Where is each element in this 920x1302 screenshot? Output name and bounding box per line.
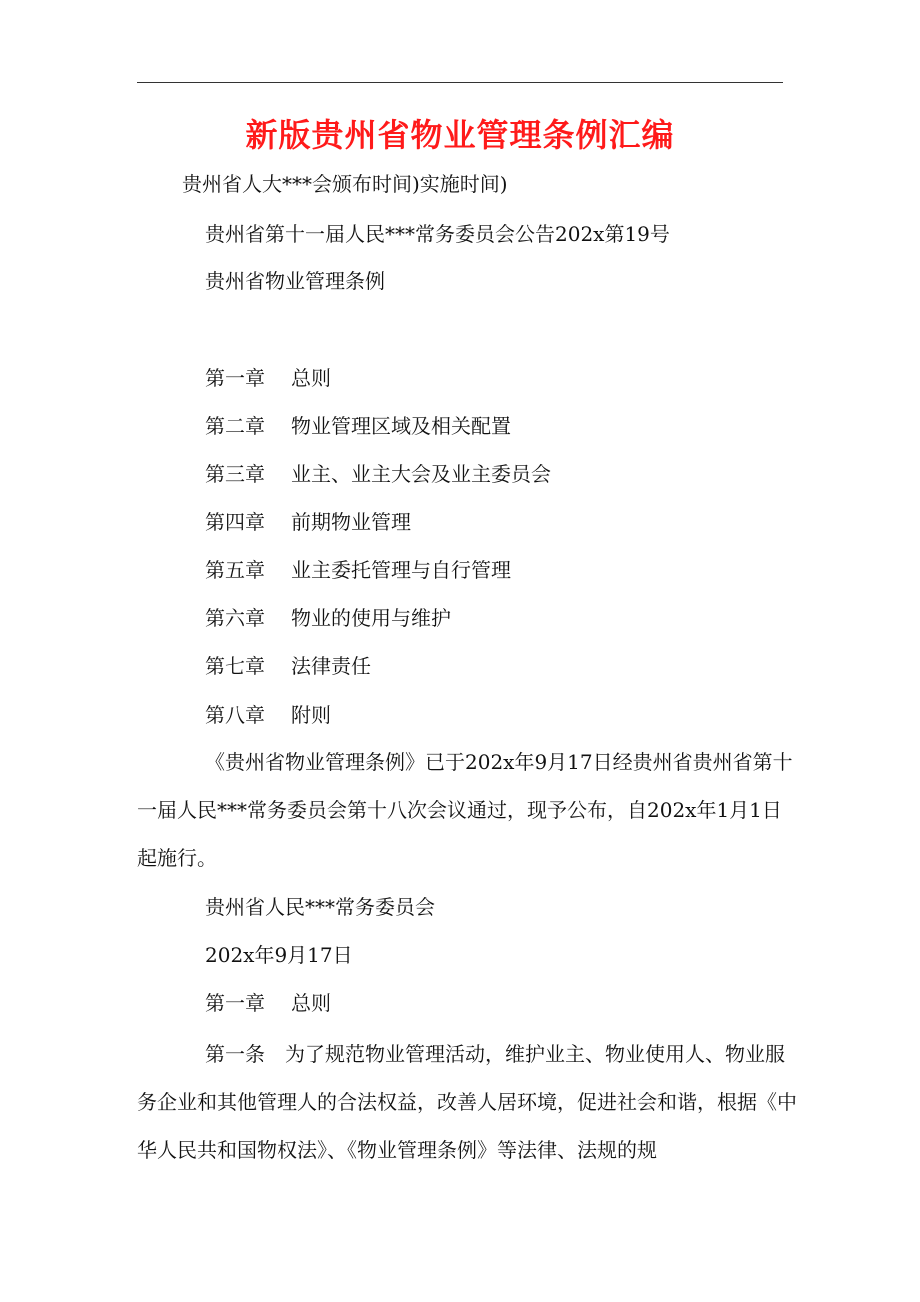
announcement-line: 贵州省第十一届人民***常务委员会公告202x第19号 <box>205 222 670 246</box>
toc-chapter-number: 第三章 <box>205 462 265 486</box>
toc-chapter-name: 法律责任 <box>291 654 371 678</box>
toc-chapter-name: 物业管理区域及相关配置 <box>291 414 511 438</box>
chapter-name: 总则 <box>291 991 331 1015</box>
promulgation-paragraph: 《贵州省物业管理条例》已于202x年9月17日经贵州省贵州省第十一届人民***常务委员会第十八次会议通过，现予公布，自202x年1月1日起施行。 <box>137 750 793 870</box>
toc-chapter-number: 第七章 <box>205 654 265 678</box>
toc-item <box>205 508 411 536</box>
toc-chapter-name: 附则 <box>291 703 331 727</box>
toc-chapter-name: 业主委托管理与自行管理 <box>291 558 511 582</box>
meta-line: 贵州省人大***会颁布时间)实施时间) <box>182 172 508 196</box>
article-paragraph: 第一条 为了规范物业管理活动，维护业主、物业使用人、物业服务企业和其他管理人的合法权益，改善人居环境，促进社会和谐，根据《中华人民共和国物权法》、《物业管理条例》等法律、法规的规 <box>137 1042 797 1162</box>
toc-item <box>205 556 511 584</box>
header-rule <box>137 82 783 83</box>
toc-chapter-number: 第四章 <box>205 510 265 534</box>
toc-chapter-number: 第二章 <box>205 414 265 438</box>
toc-item <box>205 412 511 440</box>
toc-chapter-number: 第一章 <box>205 366 265 390</box>
toc-chapter-name: 总则 <box>291 366 331 390</box>
toc-chapter-number: 第五章 <box>205 558 265 582</box>
toc-item <box>205 604 451 632</box>
issuer-line: 贵州省人民***常务委员会 <box>205 895 435 919</box>
toc-chapter-number: 第八章 <box>205 703 265 727</box>
chapter-heading <box>205 989 331 1017</box>
issue-date-line: 202x年9月17日 <box>205 943 353 967</box>
toc-chapter-name: 物业的使用与维护 <box>291 606 451 630</box>
toc-item <box>205 701 331 729</box>
chapter-number: 第一章 <box>205 991 265 1015</box>
toc-chapter-name: 业主、业主大会及业主委员会 <box>291 462 551 486</box>
toc-item <box>205 364 331 392</box>
toc-chapter-number: 第六章 <box>205 606 265 630</box>
document-title: 新版贵州省物业管理条例汇编 <box>245 116 675 154</box>
toc-chapter-name: 前期物业管理 <box>291 510 411 534</box>
toc-item <box>205 460 551 488</box>
toc-item <box>205 652 371 680</box>
regulation-name: 贵州省物业管理条例 <box>205 269 385 293</box>
